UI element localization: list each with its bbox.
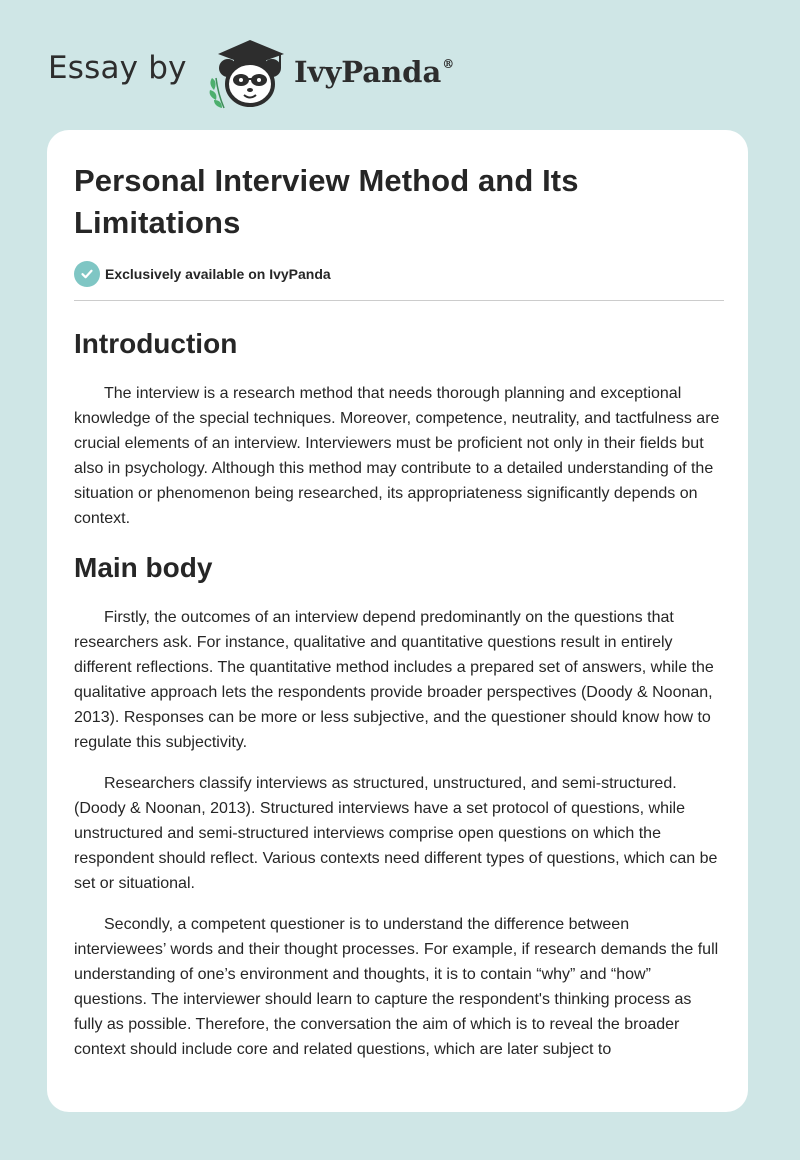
essay-content (74, 160, 724, 1062)
paragraph: Researchers classify interviews as structured, unstructured, and semi-structured. (Doody & Noonan, 2013). Structured interviews have a set protocol of questions, while unstructured and semi-structured interviews comprise open questions on which the respondent should reflect. Various contexts need different types of questions, which can be set or situational. (74, 775, 718, 892)
divider (74, 300, 724, 301)
brand-text: IvyPanda (294, 55, 442, 89)
paragraph: Firstly, the outcomes of an interview depend predominantly on the questions that researchers ask. For instance, qualitative and quantitative questions result in entirely different reflections. The quantitative method includes a prepared set of answers, while the qualitative approach lets the respondents provide broader perspectives (Doody & Noonan, 2013). Responses can be more or less subjective, and the questioner should know how to regulate this subjectivity. (74, 609, 714, 751)
site-header (48, 30, 748, 110)
check-icon (74, 261, 100, 287)
ivypanda-logo[interactable] (204, 34, 296, 110)
essay-title: Personal Interview Method and Its Limitations (74, 163, 579, 240)
section-heading-main-body: Main body (74, 552, 213, 583)
paragraph: The interview is a research method that needs thorough planning and exceptional knowledge of the special techniques. Moreover, competence, neutrality, and tactfulness are crucial elements of an interview. Interviewers must be proficient not only in their fields but also in psychology. Although this method may contribute to a detailed understanding of the situation or phenomenon being researched, its appropriateness significantly depends on context. (74, 385, 720, 527)
section-heading-introduction: Introduction (74, 328, 238, 359)
brand-name[interactable] (294, 55, 454, 89)
registered-mark: ® (442, 57, 455, 71)
exclusive-badge (74, 260, 724, 288)
essay-card (47, 130, 748, 1112)
paragraph: Secondly, a competent questioner is to understand the difference between interviewees’ words and their thought processes. For example, if research demands the full understanding of one’s environment and thoughts, it is to contain “why” and “how” questions. The interviewer should learn to capture the respondent's thinking process as fully as possible. Therefore, the conversation the aim of which is to reveal the broader context should include core and related questions, which are later subject to (74, 916, 719, 1058)
essay-by-label: Essay by (48, 50, 187, 86)
exclusive-label: Exclusively available on IvyPanda (105, 266, 331, 282)
